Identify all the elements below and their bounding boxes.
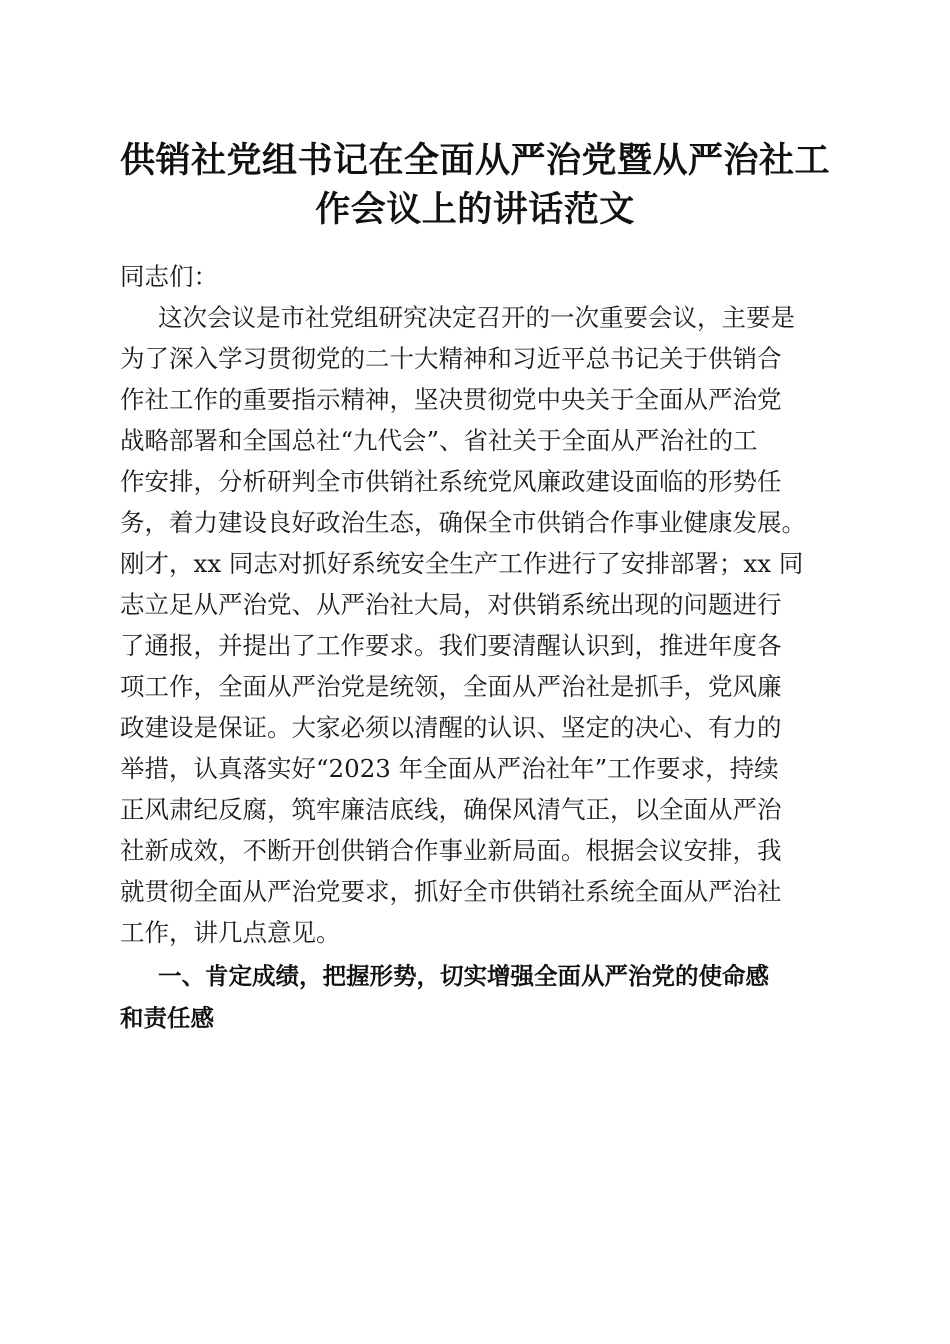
paragraph-line: 工作，讲几点意见。 [120,918,341,947]
salutation: 同志们： [120,262,218,291]
paragraph-line: 项工作，全面从严治党是统领，全面从严治社是抓手，党风廉 [120,672,782,701]
paragraph-line: 这次会议是市社党组研究决定召开的一次重要会议，主要是 [158,303,795,332]
paragraph-line: 政建设是保证。大家必须以清醒的认识、坚定的决心、有力的 [120,713,782,742]
heading-line-1: 一、肯定成绩，把握形势，切实增强全面从严治党的使命感 [158,962,769,990]
paragraph-line: 社新成效，不断开创供销合作事业新局面。根据会议安排，我 [120,836,782,865]
paragraph-line: 务，着力建设良好政治生态，确保全市供销合作事业健康发展。 [120,508,806,537]
paragraph-line: 作社工作的重要指示精神，坚决贯彻党中央关于全面从严治党 [120,385,782,414]
paragraph-line: 正风肃纪反腐，筑牢廉洁底线，确保风清气正，以全面从严治 [120,795,782,824]
document-body [120,256,840,1039]
paragraph-line: 举措，认真落实好“2023 年全面从严治社年”工作要求，持续 [120,754,779,783]
section-heading [120,955,840,1039]
paragraph-line: 战略部署和全国总社“九代会”、省社关于全面从严治社的工 [120,426,758,455]
intro-paragraph [120,297,840,953]
document-title [100,136,850,234]
paragraph-line: 刚才，xx 同志对抓好系统安全生产工作进行了安排部署；xx 同 [120,549,804,578]
heading-line-2: 和责任感 [120,1004,214,1032]
title-line-1: 供销社党组书记在全面从严治党暨从严治社工 [119,140,830,181]
paragraph-line: 了通报，并提出了工作要求。我们要清醒认识到，推进年度各 [120,631,782,660]
title-line-2: 作会议上的讲话范文 [315,189,635,230]
paragraph-line: 志立足从严治党、从严治社大局，对供销系统出现的问题进行 [120,590,782,619]
paragraph-line: 作安排，分析研判全市供销社系统党风廉政建设面临的形势任 [120,467,782,496]
paragraph-line: 就贯彻全面从严治党要求，抓好全市供销社系统全面从严治社 [120,877,782,906]
paragraph-line: 为了深入学习贯彻党的二十大精神和习近平总书记关于供销合 [120,344,782,373]
